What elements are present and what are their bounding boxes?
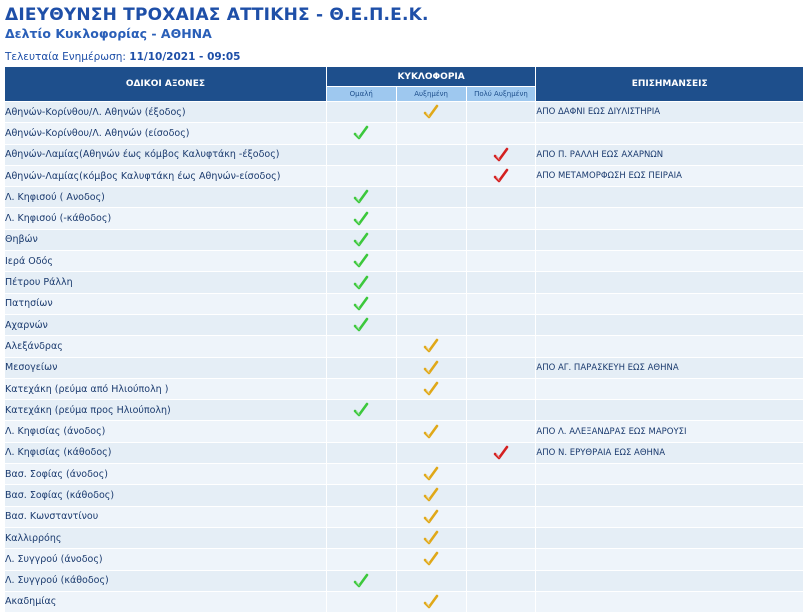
status-cell-increased bbox=[396, 314, 466, 335]
col-header-notes: ΕΠΙΣΗΜΑΝΣΕΙΣ bbox=[536, 67, 804, 102]
note-text bbox=[536, 570, 804, 591]
table-row bbox=[5, 102, 804, 123]
table-row bbox=[5, 400, 804, 421]
check-icon bbox=[423, 551, 439, 567]
status-cell-very bbox=[466, 102, 536, 123]
road-name: Λ. Κηφισίας (άνοδος) bbox=[5, 421, 327, 442]
note-text bbox=[536, 400, 804, 421]
status-cell-normal bbox=[326, 357, 396, 378]
status-cell-very bbox=[466, 527, 536, 548]
status-cell-normal bbox=[326, 144, 396, 165]
subheader-normal: Ομαλή bbox=[326, 87, 396, 102]
road-name: Κατεχάκη (ρεύμα προς Ηλιούπολη) bbox=[5, 400, 327, 421]
status-cell-very bbox=[466, 293, 536, 314]
table-row bbox=[5, 421, 804, 442]
subheader-increased: Αυξημένη bbox=[396, 87, 466, 102]
table-row bbox=[5, 527, 804, 548]
page-title: ΔΙΕΥΘΥΝΣΗ ΤΡΟΧΑΙΑΣ ΑΤΤΙΚΗΣ - Θ.Ε.Π.Ε.Κ. bbox=[5, 5, 429, 25]
status-cell-very bbox=[466, 208, 536, 229]
status-cell-increased bbox=[396, 357, 466, 378]
table-row bbox=[5, 336, 804, 357]
status-cell-very bbox=[466, 336, 536, 357]
table-row bbox=[5, 378, 804, 399]
check-icon bbox=[493, 168, 509, 184]
status-cell-very bbox=[466, 421, 536, 442]
status-cell-increased bbox=[396, 251, 466, 272]
note-text: ΑΠΟ Π. ΡΑΛΛΗ ΕΩΣ ΑΧΑΡΝΩΝ bbox=[536, 144, 804, 165]
status-cell-very bbox=[466, 251, 536, 272]
page-subtitle: Δελτίο Κυκλοφορίας - ΑΘΗΝΑ bbox=[5, 26, 212, 41]
table-row bbox=[5, 293, 804, 314]
check-icon bbox=[353, 232, 369, 248]
note-text: ΑΠΟ ΑΓ. ΠΑΡΑΣΚΕΥΗ ΕΩΣ ΑΘΗΝΑ bbox=[536, 357, 804, 378]
status-cell-very bbox=[466, 187, 536, 208]
road-name: Βασ. Σοφίας (κάθοδος) bbox=[5, 485, 327, 506]
check-icon bbox=[353, 573, 369, 589]
road-name: Αθηνών-Λαμίας(κόμβος Καλυφτάκη έως Αθηνών-είσοδος) bbox=[5, 165, 327, 186]
status-cell-increased bbox=[396, 336, 466, 357]
status-cell-increased bbox=[396, 570, 466, 591]
status-cell-increased bbox=[396, 144, 466, 165]
check-icon bbox=[353, 402, 369, 418]
status-cell-very bbox=[466, 549, 536, 570]
table-row bbox=[5, 591, 804, 612]
status-cell-normal bbox=[326, 336, 396, 357]
note-text bbox=[536, 378, 804, 399]
table-row bbox=[5, 506, 804, 527]
road-name: Καλλιρρόης bbox=[5, 527, 327, 548]
status-cell-increased bbox=[396, 208, 466, 229]
note-text bbox=[536, 208, 804, 229]
table-row bbox=[5, 272, 804, 293]
status-cell-very bbox=[466, 485, 536, 506]
road-name: Αλεξάνδρας bbox=[5, 336, 327, 357]
road-name: Πέτρου Ράλλη bbox=[5, 272, 327, 293]
status-cell-very bbox=[466, 442, 536, 463]
road-name: Λ. Συγγρού (κάθοδος) bbox=[5, 570, 327, 591]
note-text bbox=[536, 123, 804, 144]
check-icon bbox=[423, 530, 439, 546]
note-text: ΑΠΟ Λ. ΑΛΕΞΑΝΔΡΑΣ ΕΩΣ ΜΑΡΟΥΣΙ bbox=[536, 421, 804, 442]
status-cell-normal bbox=[326, 102, 396, 123]
status-cell-normal bbox=[326, 272, 396, 293]
status-cell-normal bbox=[326, 527, 396, 548]
note-text: ΑΠΟ ΔΑΦΝΙ ΕΩΣ ΔΙΥΛΙΣΤΗΡΙΑ bbox=[536, 102, 804, 123]
check-icon bbox=[423, 360, 439, 376]
status-cell-normal bbox=[326, 229, 396, 250]
note-text bbox=[536, 293, 804, 314]
note-text bbox=[536, 506, 804, 527]
status-cell-normal bbox=[326, 506, 396, 527]
status-cell-normal bbox=[326, 378, 396, 399]
check-icon bbox=[353, 275, 369, 291]
status-cell-very bbox=[466, 357, 536, 378]
col-header-roads: ΟΔΙΚΟΙ ΑΞΟΝΕΣ bbox=[5, 67, 327, 102]
status-cell-very bbox=[466, 229, 536, 250]
status-cell-increased bbox=[396, 591, 466, 612]
road-name: Ακαδημίας bbox=[5, 591, 327, 612]
last-update-value: 11/10/2021 - 09:05 bbox=[129, 51, 241, 63]
status-cell-normal bbox=[326, 187, 396, 208]
status-cell-increased bbox=[396, 549, 466, 570]
note-text bbox=[536, 229, 804, 250]
table-row bbox=[5, 208, 804, 229]
status-cell-increased bbox=[396, 442, 466, 463]
check-icon bbox=[423, 487, 439, 503]
status-cell-very bbox=[466, 272, 536, 293]
status-cell-increased bbox=[396, 165, 466, 186]
road-name: Πατησίων bbox=[5, 293, 327, 314]
note-text bbox=[536, 527, 804, 548]
note-text bbox=[536, 251, 804, 272]
road-name: Ιερά Οδός bbox=[5, 251, 327, 272]
status-cell-increased bbox=[396, 421, 466, 442]
check-icon bbox=[353, 189, 369, 205]
note-text bbox=[536, 464, 804, 485]
check-icon bbox=[423, 104, 439, 120]
col-header-traffic: ΚΥΚΛΟΦΟΡΙΑ bbox=[326, 67, 536, 87]
note-text bbox=[536, 187, 804, 208]
traffic-rows bbox=[5, 102, 804, 613]
table-row bbox=[5, 187, 804, 208]
last-update-label: Τελευταία Ενημέρωση: bbox=[5, 51, 126, 63]
check-icon bbox=[423, 381, 439, 397]
check-icon bbox=[353, 296, 369, 312]
road-name: Θηβών bbox=[5, 229, 327, 250]
status-cell-normal bbox=[326, 314, 396, 335]
status-cell-increased bbox=[396, 485, 466, 506]
table-row bbox=[5, 251, 804, 272]
last-update bbox=[5, 50, 804, 64]
note-text: ΑΠΟ ΜΕΤΑΜΟΡΦΩΣΗ ΕΩΣ ΠΕΙΡΑΙΑ bbox=[536, 165, 804, 186]
status-cell-normal bbox=[326, 549, 396, 570]
road-name: Βασ. Σοφίας (άνοδος) bbox=[5, 464, 327, 485]
status-cell-very bbox=[466, 400, 536, 421]
road-name: Κατεχάκη (ρεύμα από Ηλιούπολη ) bbox=[5, 378, 327, 399]
check-icon bbox=[353, 211, 369, 227]
table-row bbox=[5, 357, 804, 378]
check-icon bbox=[423, 466, 439, 482]
table-row bbox=[5, 570, 804, 591]
status-cell-very bbox=[466, 506, 536, 527]
status-cell-normal bbox=[326, 485, 396, 506]
status-cell-increased bbox=[396, 187, 466, 208]
note-text bbox=[536, 314, 804, 335]
table-row bbox=[5, 549, 804, 570]
status-cell-normal bbox=[326, 570, 396, 591]
check-icon bbox=[423, 424, 439, 440]
check-icon bbox=[493, 147, 509, 163]
status-cell-normal bbox=[326, 208, 396, 229]
status-cell-normal bbox=[326, 591, 396, 612]
status-cell-very bbox=[466, 464, 536, 485]
status-cell-very bbox=[466, 123, 536, 144]
status-cell-normal bbox=[326, 251, 396, 272]
check-icon bbox=[423, 338, 439, 354]
table-row bbox=[5, 464, 804, 485]
table-row bbox=[5, 314, 804, 335]
status-cell-normal bbox=[326, 442, 396, 463]
note-text bbox=[536, 485, 804, 506]
check-icon bbox=[353, 125, 369, 141]
status-cell-increased bbox=[396, 293, 466, 314]
check-icon bbox=[423, 594, 439, 610]
status-cell-normal bbox=[326, 165, 396, 186]
status-cell-increased bbox=[396, 527, 466, 548]
note-text: ΑΠΟ Ν. ΕΡΥΘΡΑΙΑ ΕΩΣ ΑΘΗΝΑ bbox=[536, 442, 804, 463]
status-cell-normal bbox=[326, 123, 396, 144]
check-icon bbox=[353, 253, 369, 269]
status-cell-very bbox=[466, 144, 536, 165]
road-name: Αχαρνών bbox=[5, 314, 327, 335]
traffic-table bbox=[4, 66, 804, 613]
status-cell-increased bbox=[396, 464, 466, 485]
status-cell-increased bbox=[396, 272, 466, 293]
table-row bbox=[5, 123, 804, 144]
table-row bbox=[5, 144, 804, 165]
subheader-very-increased: Πολύ Αυξημένη bbox=[466, 87, 536, 102]
status-cell-normal bbox=[326, 293, 396, 314]
status-cell-normal bbox=[326, 400, 396, 421]
table-row bbox=[5, 485, 804, 506]
road-name: Αθηνών-Κορίνθου/Λ. Αθηνών (είσοδος) bbox=[5, 123, 327, 144]
status-cell-increased bbox=[396, 229, 466, 250]
status-cell-very bbox=[466, 165, 536, 186]
road-name: Λ. Κηφισού ( Ανοδος) bbox=[5, 187, 327, 208]
status-cell-increased bbox=[396, 506, 466, 527]
road-name: Βασ. Κωνσταντίνου bbox=[5, 506, 327, 527]
status-cell-increased bbox=[396, 378, 466, 399]
status-cell-increased bbox=[396, 400, 466, 421]
status-cell-increased bbox=[396, 123, 466, 144]
status-cell-normal bbox=[326, 421, 396, 442]
table-row bbox=[5, 165, 804, 186]
status-cell-increased bbox=[396, 102, 466, 123]
road-name: Λ. Συγγρού (άνοδος) bbox=[5, 549, 327, 570]
note-text bbox=[536, 272, 804, 293]
note-text bbox=[536, 549, 804, 570]
note-text bbox=[536, 591, 804, 612]
status-cell-very bbox=[466, 378, 536, 399]
road-name: Λ. Κηφισίας (κάθοδος) bbox=[5, 442, 327, 463]
table-row bbox=[5, 442, 804, 463]
road-name: Αθηνών-Λαμίας(Αθηνών έως κόμβος Καλυφτάκη -έξοδος) bbox=[5, 144, 327, 165]
status-cell-very bbox=[466, 570, 536, 591]
status-cell-very bbox=[466, 591, 536, 612]
check-icon bbox=[493, 445, 509, 461]
status-cell-normal bbox=[326, 464, 396, 485]
note-text bbox=[536, 336, 804, 357]
road-name: Λ. Κηφισού (-κάθοδος) bbox=[5, 208, 327, 229]
road-name: Αθηνών-Κορίνθου/Λ. Αθηνών (έξοδος) bbox=[5, 102, 327, 123]
check-icon bbox=[423, 509, 439, 525]
status-cell-very bbox=[466, 314, 536, 335]
road-name: Μεσογείων bbox=[5, 357, 327, 378]
page-header bbox=[0, 0, 804, 62]
table-row bbox=[5, 229, 804, 250]
check-icon bbox=[353, 317, 369, 333]
